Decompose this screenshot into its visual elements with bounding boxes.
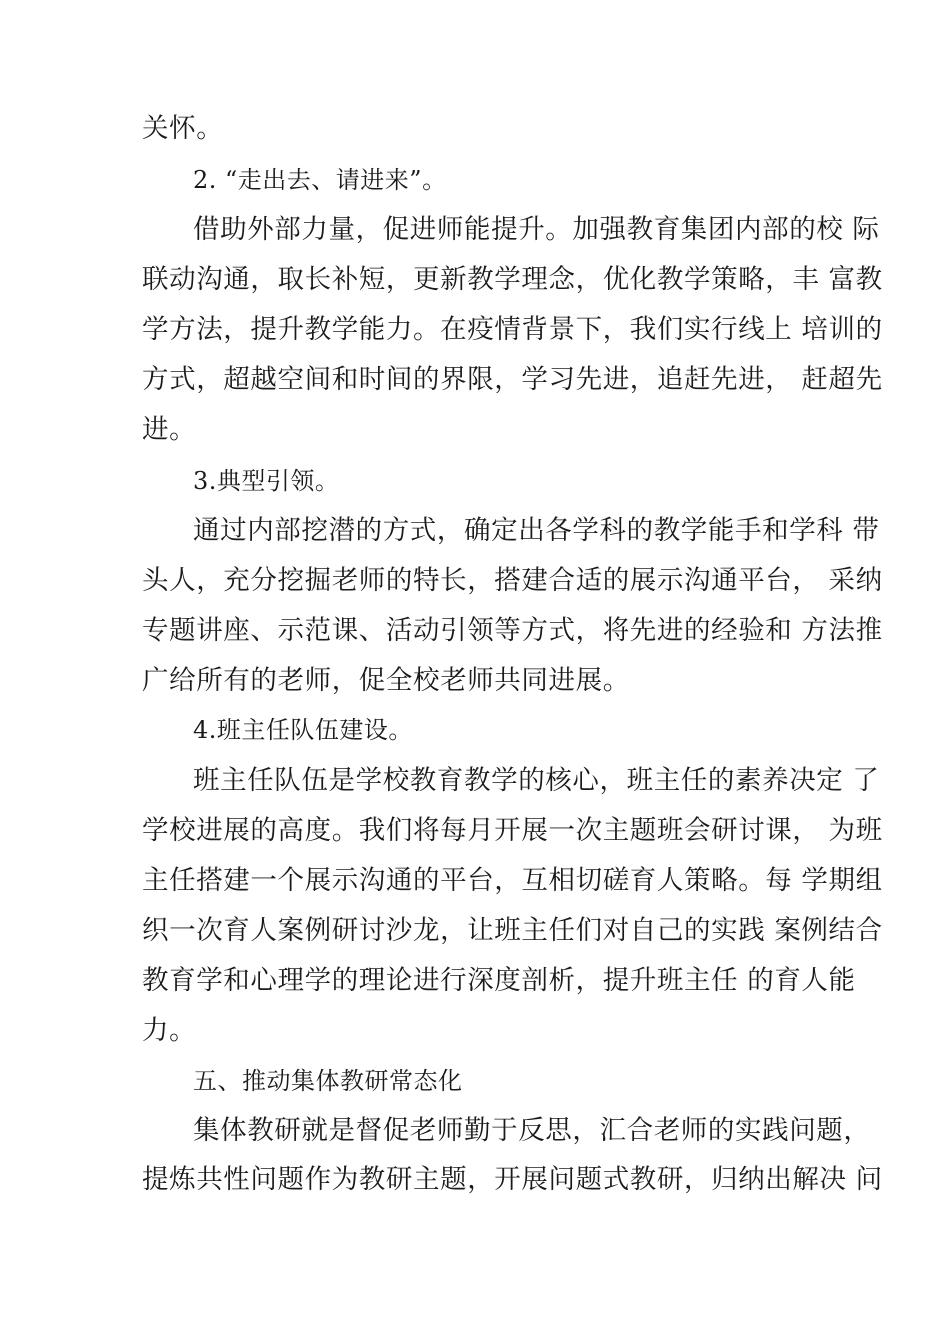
paragraph-line: 借助外部力量，促进师能提升。加强教育集团内部的校 际: [193, 214, 880, 245]
paragraph-line: 班主任队伍是学校教育教学的核心，班主任的素养决定 了: [193, 765, 880, 796]
paragraph-line: 学方法，提升教学能力。在疫情背景下，我们实行线上 培训的: [142, 314, 883, 345]
paragraph-line: 通过内部挖潜的方式，确定出各学科的教学能手和学科 带: [193, 515, 880, 546]
paragraph-line: 进。: [142, 414, 197, 445]
paragraph-line: 方式，超越空间和时间的界限，学习先进，追赶先进， 赶超先: [142, 364, 883, 395]
section-heading: 3.典型引领。: [193, 467, 340, 495]
paragraph-line: 教育学和心理学的理论进行深度剖析，提升班主任 的育人能: [142, 965, 856, 996]
paragraph-line: 关怀。: [142, 113, 224, 144]
paragraph-line: 联动沟通，取长补短，更新教学理念，优化教学策略，丰 富教: [142, 264, 883, 295]
paragraph-line: 广给所有的老师，促全校老师共同进展。: [142, 665, 630, 696]
paragraph-line: 学校进展的高度。我们将每月开展一次主题班会研讨课， 为班: [142, 815, 883, 846]
paragraph-line: 力。: [142, 1015, 197, 1046]
paragraph-line: 主任搭建一个展示沟通的平台，互相切磋育人策略。每 学期组: [142, 865, 883, 896]
paragraph-line: 织一次育人案例研讨沙龙，让班主任们对自己的实践 案例结合: [142, 915, 883, 946]
section-heading: 4.班主任队伍建设。: [193, 716, 413, 744]
paragraph-line: 头人，充分挖掘老师的特长，搭建合适的展示沟通平台， 采纳: [142, 565, 883, 596]
section-heading: 2. “走出去、请进来”。: [193, 166, 447, 194]
paragraph-line: 专题讲座、示范课、活动引领等方式，将先进的经验和 方法推: [142, 615, 883, 646]
section-heading: 五、推动集体教研常态化: [193, 1067, 463, 1095]
paragraph-line: 提炼共性问题作为教研主题，开展问题式教研，归纳出解决 问: [142, 1164, 883, 1195]
paragraph-line: 集体教研就是督促老师勤于反思，汇合老师的实践问题，: [193, 1115, 871, 1146]
